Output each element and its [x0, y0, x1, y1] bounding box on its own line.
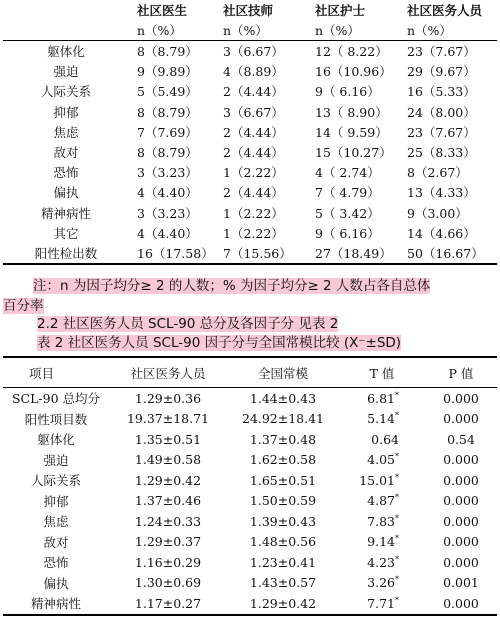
- cell-text: 焦虑: [43, 514, 69, 530]
- table-cell: [339, 552, 425, 573]
- cell-text: 阳性项目数: [24, 411, 88, 427]
- table-cell: 4（8.89）: [223, 64, 284, 80]
- cell-text: 24.92±18.41: [241, 411, 325, 427]
- table-row: [3, 61, 497, 81]
- cell-text: 1.44±0.43: [249, 390, 317, 406]
- cell-text: 1.37±0.48: [249, 431, 317, 447]
- table-cell: [339, 429, 425, 450]
- cell-text: 0.000: [443, 493, 479, 509]
- table-cell: [109, 511, 227, 532]
- cell-text: 1.49±0.58: [134, 452, 202, 468]
- t-value: 7.71: [367, 595, 395, 611]
- table-cell: [425, 429, 497, 450]
- section-heading-text: 2.2 社区医务人员 SCL-90 总分及各因子分 见表 2: [37, 316, 339, 332]
- table-cell: 50（16.67）: [399, 243, 497, 264]
- table-row: [3, 162, 497, 182]
- table-cell: [425, 491, 497, 512]
- row-label: 恐怖: [53, 165, 79, 181]
- table-cell: 13（4.33）: [407, 185, 476, 201]
- cell-text: 精神病性: [30, 596, 81, 612]
- table-1-unit-cell: n（%）: [399, 20, 497, 41]
- table-cell: 7（7.69）: [137, 124, 198, 140]
- t-value: 15.01: [359, 472, 395, 488]
- table-cell: [227, 532, 339, 553]
- significance-marker: *: [395, 595, 399, 605]
- significance-marker: *: [395, 411, 399, 421]
- table-cell: 14（ 9.59）: [315, 124, 388, 140]
- table-row: [3, 409, 497, 430]
- table-1-unit-cell: n（%）: [129, 20, 215, 41]
- row-label: 精神病性: [40, 205, 91, 221]
- table-2-header-cell: P 值: [425, 357, 497, 388]
- table-1-header-cell: [3, 0, 129, 20]
- table-2: [3, 356, 497, 616]
- t-value: 0.64: [371, 431, 399, 447]
- table-2-caption-text: 表 2 社区医务人员 SCL-90 因子分与全国常模比较 (X⁻±SD): [37, 335, 402, 351]
- table-cell: 4（4.40）: [137, 185, 198, 201]
- table-cell: 2（4.44）: [223, 145, 284, 161]
- table-cell: 29（9.67）: [407, 64, 476, 80]
- cell-text: 1.39±0.43: [249, 513, 317, 529]
- significance-marker: *: [395, 554, 399, 564]
- table-cell: 4（4.40）: [137, 225, 198, 241]
- cell-text: 1.23±0.41: [249, 554, 317, 570]
- table-row: [3, 491, 497, 512]
- table-cell: [425, 450, 497, 471]
- table-cell: [109, 388, 227, 409]
- significance-marker: *: [395, 534, 399, 544]
- t-value: 3.26: [367, 575, 395, 591]
- table-cell: 1（2.22）: [223, 205, 284, 221]
- cell-text: 1.50±0.59: [249, 493, 317, 509]
- table-1-header-cell: 社区护士: [315, 3, 366, 18]
- cell-text: 0.000: [443, 554, 479, 570]
- table-cell: [227, 552, 339, 573]
- row-label: 抑郁: [53, 104, 79, 120]
- t-value: 7.83: [367, 513, 395, 529]
- table-row: [3, 429, 497, 450]
- table-cell: 8（8.79）: [137, 104, 198, 120]
- cell-text: 人际关系: [30, 473, 81, 489]
- table-cell: [425, 593, 497, 615]
- table-cell: 2（4.44）: [223, 185, 284, 201]
- table-cell: [227, 429, 339, 450]
- table-cell: [227, 450, 339, 471]
- t-value: 4.05: [367, 452, 395, 468]
- table-cell: 3（6.67）: [223, 104, 284, 120]
- table-2-header-cell: 社区医务人员: [109, 357, 227, 388]
- cell-text: 敌对: [43, 534, 69, 550]
- cell-text: 0.000: [443, 595, 479, 611]
- section-heading: [37, 315, 338, 333]
- table-cell: [227, 593, 339, 615]
- table-1-note: [3, 276, 497, 316]
- table-row: [3, 102, 497, 122]
- table-cell: 5（5.49）: [137, 84, 198, 100]
- table-cell: 16（10.96）: [315, 64, 392, 80]
- table-row: [3, 223, 497, 243]
- cell-text: 1.37±0.46: [134, 493, 202, 509]
- significance-marker: *: [395, 513, 399, 523]
- row-label: [3, 429, 109, 450]
- cell-text: 1.24±0.33: [134, 513, 202, 529]
- table-cell: 24（8.00）: [407, 104, 476, 120]
- significance-marker: *: [395, 493, 399, 503]
- table-cell: [109, 491, 227, 512]
- table-cell: 9（ 6.16）: [315, 225, 380, 241]
- table-cell: 25（8.33）: [407, 145, 476, 161]
- table-cell: [109, 470, 227, 491]
- table-row: [3, 388, 497, 409]
- table-1-unit-cell: n（%）: [215, 20, 307, 41]
- cell-text: 1.43±0.57: [249, 575, 317, 591]
- table-cell: 13（ 8.90）: [315, 104, 388, 120]
- table-cell: 8（8.79）: [137, 44, 198, 60]
- table-row: [3, 593, 497, 615]
- cell-text: 偏执: [43, 575, 69, 591]
- cell-text: 0.000: [443, 513, 479, 529]
- table-cell: 23（7.67）: [407, 124, 476, 140]
- table-cell: [425, 573, 497, 594]
- table-row: [3, 243, 497, 264]
- row-label: 焦虑: [53, 124, 79, 140]
- table-cell: [109, 409, 227, 430]
- table-cell: [339, 470, 425, 491]
- table-cell: [339, 388, 425, 409]
- row-label: [3, 409, 109, 430]
- table-cell: [339, 491, 425, 512]
- table-cell: [425, 388, 497, 409]
- table-cell: 2（4.44）: [223, 124, 284, 140]
- note-text-continued: 百分率: [3, 298, 44, 314]
- table-cell: [425, 532, 497, 553]
- cell-text: 恐怖: [43, 555, 69, 571]
- table-row: [3, 573, 497, 594]
- table-row: [3, 511, 497, 532]
- cell-text: 抑郁: [43, 493, 69, 509]
- table-cell: 16（17.58）: [129, 243, 215, 264]
- cell-text: 1.65±0.51: [249, 472, 317, 488]
- row-label: [3, 552, 109, 573]
- cell-text: 躯体化: [37, 432, 75, 448]
- table-cell: 23（7.67）: [407, 44, 476, 60]
- table-cell: 9（3.00）: [407, 205, 468, 221]
- cell-text: 19.37±18.71: [126, 411, 210, 427]
- table-cell: 7（15.56）: [215, 243, 307, 264]
- table-cell: 8（2.67）: [407, 165, 468, 181]
- row-label: 人际关系: [40, 84, 91, 100]
- table-1-unit-cell: [3, 20, 129, 41]
- cell-text: 1.35±0.51: [134, 431, 202, 447]
- table-2-grid: [3, 356, 497, 616]
- table-cell: 4（ 2.74）: [315, 165, 380, 181]
- t-value: 6.81: [367, 390, 395, 406]
- table-2-header-cell: 全国常模: [227, 357, 339, 388]
- table-cell: 12（ 8.22）: [315, 44, 388, 60]
- table-cell: [227, 491, 339, 512]
- cell-text: 0.54: [447, 431, 475, 447]
- row-label: 偏执: [53, 185, 79, 201]
- cell-text: 0.000: [443, 452, 479, 468]
- table-row: [3, 203, 497, 223]
- table-cell: [425, 511, 497, 532]
- table-cell: [425, 552, 497, 573]
- table-2-caption: [37, 334, 401, 352]
- row-label: [3, 511, 109, 532]
- table-cell: [227, 470, 339, 491]
- table-1-header-cell: 社区医务人员: [407, 3, 483, 18]
- row-label: 其它: [53, 225, 79, 241]
- table-1-header-cell: 社区技师: [223, 3, 274, 18]
- table-cell: [109, 593, 227, 615]
- cell-text: 1.29±0.42: [249, 595, 317, 611]
- cell-text: 0.000: [443, 534, 479, 550]
- t-value: 4.23: [367, 554, 395, 570]
- cell-text: 0.000: [443, 472, 479, 488]
- significance-marker: *: [395, 472, 399, 482]
- t-value: 9.14: [367, 534, 395, 550]
- table-cell: 9（ 6.16）: [315, 84, 380, 100]
- table-cell: [227, 409, 339, 430]
- table-cell: 3（3.23）: [137, 165, 198, 181]
- table-cell: [109, 429, 227, 450]
- significance-marker: *: [395, 390, 399, 400]
- cell-text: 1.29±0.36: [134, 390, 202, 406]
- t-value: 5.14: [367, 411, 395, 427]
- table-2-header-cell: 项目: [3, 357, 109, 388]
- row-label: 敌对: [53, 145, 79, 161]
- row-label: [3, 532, 109, 553]
- table-cell: [339, 573, 425, 594]
- table-cell: 1（2.22）: [223, 225, 284, 241]
- table-2-header-cell: T 值: [339, 357, 425, 388]
- table-cell: [227, 573, 339, 594]
- table-cell: [339, 511, 425, 532]
- table-cell: [227, 388, 339, 409]
- row-label: [3, 491, 109, 512]
- table-1-header-cell: 社区医生: [137, 3, 188, 18]
- table-cell: [109, 450, 227, 471]
- table-cell: 2（4.44）: [223, 84, 284, 100]
- table-cell: 16（5.33）: [407, 84, 476, 100]
- table-row: [3, 182, 497, 202]
- cell-text: 0.000: [443, 390, 479, 406]
- table-row: [3, 142, 497, 162]
- row-label: [3, 450, 109, 471]
- cell-text: 1.30±0.69: [134, 575, 202, 591]
- table-cell: 3（3.23）: [137, 205, 198, 221]
- table-1-unit-cell: n（%）: [307, 20, 399, 41]
- t-value: 4.87: [367, 493, 395, 509]
- table-cell: [339, 532, 425, 553]
- table-cell: [425, 409, 497, 430]
- table-cell: 3（6.67）: [223, 44, 284, 60]
- row-label: 阳性检出数: [3, 243, 129, 264]
- table-cell: [339, 409, 425, 430]
- table-row: [3, 450, 497, 471]
- table-cell: 14（4.66）: [407, 225, 476, 241]
- cell-text: 1.48±0.56: [249, 534, 317, 550]
- table-row: [3, 470, 497, 491]
- cell-text: 1.62±0.58: [249, 452, 317, 468]
- table-cell: [109, 552, 227, 573]
- table-cell: 8（8.79）: [137, 145, 198, 161]
- cell-text: 强迫: [43, 452, 69, 468]
- cell-text: 1.17±0.27: [134, 595, 202, 611]
- row-label: [3, 573, 109, 594]
- table-row: [3, 532, 497, 553]
- table-cell: 5（ 3.42）: [315, 205, 380, 221]
- cell-text: 1.29±0.42: [134, 472, 202, 488]
- cell-text: SCL-90 总均分: [11, 391, 101, 407]
- cell-text: 1.16±0.29: [134, 554, 202, 570]
- table-cell: [227, 511, 339, 532]
- cell-text: 1.29±0.37: [134, 534, 202, 550]
- table-1: [0, 0, 500, 265]
- table-cell: [339, 450, 425, 471]
- table-cell: 1（2.22）: [223, 165, 284, 181]
- cell-text: 0.000: [443, 411, 479, 427]
- row-label: [3, 470, 109, 491]
- table-cell: 7（ 4.79）: [315, 185, 380, 201]
- table-row: [3, 122, 497, 142]
- table-cell: [339, 593, 425, 615]
- table-1-grid: [3, 0, 497, 265]
- row-label: 强迫: [53, 64, 79, 80]
- table-cell: 15（10.27）: [315, 145, 392, 161]
- row-label: 躯体化: [47, 44, 85, 60]
- table-cell: 27（18.49）: [307, 243, 399, 264]
- table-row: [3, 41, 497, 62]
- cell-text: 0.001: [443, 575, 479, 591]
- row-label: [3, 388, 109, 409]
- table-row: [3, 552, 497, 573]
- row-label: [3, 593, 109, 615]
- table-cell: [109, 532, 227, 553]
- table-cell: 9（9.89）: [137, 64, 198, 80]
- table-cell: [425, 470, 497, 491]
- table-row: [3, 81, 497, 101]
- significance-marker: *: [395, 452, 399, 462]
- table-cell: [109, 573, 227, 594]
- significance-marker: *: [395, 575, 399, 585]
- note-text: 注：n 为因子均分≥ 2 的人数；% 为因子均分≥ 2 人数占各自总体: [33, 278, 431, 294]
